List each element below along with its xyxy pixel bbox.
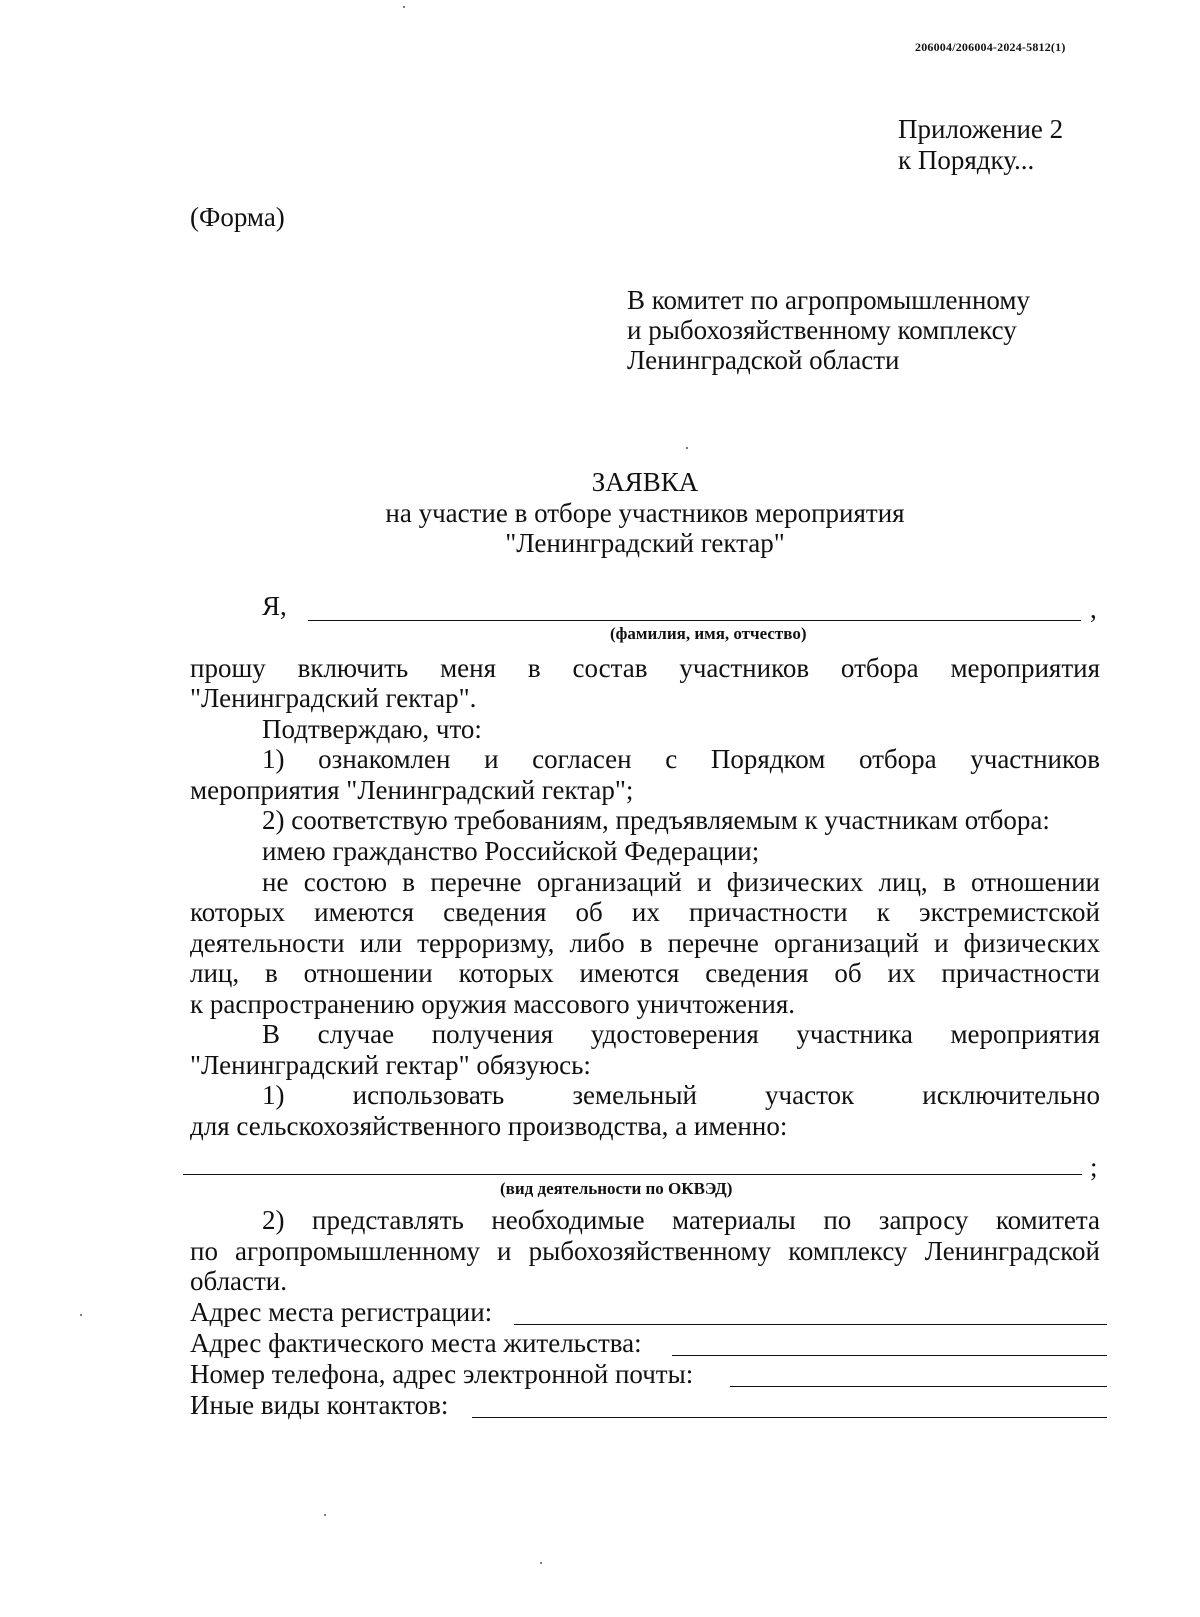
obligation-intro-line-2: "Ленинградский гектар" обязуюсь:: [190, 1050, 591, 1080]
residence-address-line[interactable]: [672, 1355, 1107, 1356]
obligation-intro-line-1: В случае получения удостоверения участника мероприятия: [262, 1019, 1100, 1049]
applicant-prefix: Я,: [262, 591, 287, 621]
obligation-2-line-3: области.: [190, 1266, 288, 1296]
confirm-heading: Подтверждаю, что:: [262, 714, 482, 744]
applicant-suffix: ,: [1090, 594, 1097, 624]
document-title: ЗАЯВКА: [591, 467, 699, 497]
request-line-2: "Ленинградский гектар".: [190, 683, 477, 713]
document-subtitle-2: "Ленинградский гектар": [505, 528, 785, 558]
scan-speck: [80, 1314, 82, 1316]
addressee-line-1: В комитет по агропромышленному: [627, 285, 1030, 315]
phone-email-line[interactable]: [730, 1386, 1107, 1387]
okved-hint: (вид деятельности по ОКВЭД): [500, 1179, 733, 1198]
addressee-line-2: и рыбохозяйственному комплексу: [627, 315, 1017, 345]
okved-activity-line[interactable]: [183, 1174, 1082, 1175]
obligation-1-line-1: 1) использовать земельный участок исключительно: [262, 1080, 1100, 1110]
scan-speck: [403, 6, 405, 8]
list-statement-line-1: не состою в перечне организаций и физических лиц, в отношении: [262, 867, 1100, 897]
okved-line-suffix: ;: [1090, 1152, 1098, 1182]
form-label: (Форма): [190, 202, 285, 232]
request-line-1: прошу включить меня в состав участников отбора мероприятия: [190, 653, 1100, 683]
list-statement-line-4: лиц, в отношении которых имеются сведения об их причастности: [190, 958, 1100, 988]
list-statement-line-2: которых имеются сведения об их причастности к экстремистской: [190, 897, 1100, 927]
appendix-line-2: к Порядку...: [898, 145, 1035, 175]
document-subtitle-1: на участие в отборе участников мероприятия: [385, 498, 905, 528]
residence-address-label: Адрес фактического места жительства:: [190, 1328, 642, 1358]
obligation-1-line-2: для сельскохозяйственного производства, а именно:: [190, 1111, 788, 1141]
phone-email-label: Номер телефона, адрес электронной почты:: [190, 1359, 694, 1389]
item-1-line-2: мероприятия "Ленинградский гектар";: [190, 775, 634, 805]
applicant-name-hint: (фамилия, имя, отчество): [610, 624, 807, 643]
obligation-2-line-2: по агропромышленному и рыбохозяйственному комплексу Ленинградской: [190, 1236, 1100, 1266]
applicant-name-line[interactable]: [308, 620, 1081, 621]
other-contacts-label: Иные виды контактов:: [190, 1390, 449, 1420]
citizenship-statement: имею гражданство Российской Федерации;: [262, 836, 760, 866]
appendix-line-1: Приложение 2: [898, 114, 1064, 144]
registration-address-line[interactable]: [514, 1324, 1107, 1325]
scan-speck: [324, 1514, 326, 1516]
addressee-line-3: Ленинградской области: [627, 345, 900, 375]
registration-address-label: Адрес места регистрации:: [190, 1297, 493, 1327]
item-1-line-1: 1) ознакомлен и согласен с Порядком отбора участников: [262, 744, 1100, 774]
scan-speck: [540, 1562, 542, 1564]
list-statement-line-5: к распространению оружия массового уничтожения.: [190, 989, 796, 1019]
document-number: 206004/206004-2024-5812(1): [915, 40, 1066, 54]
obligation-2-line-1: 2) представлять необходимые материалы по запросу комитета: [262, 1205, 1100, 1235]
other-contacts-line[interactable]: [472, 1417, 1107, 1418]
list-statement-line-3: деятельности или терроризму, либо в перечне организаций и физических: [190, 928, 1100, 958]
scan-speck: [686, 447, 688, 449]
item-2: 2) соответствую требованиям, предъявляемым к участникам отбора:: [262, 805, 1050, 835]
